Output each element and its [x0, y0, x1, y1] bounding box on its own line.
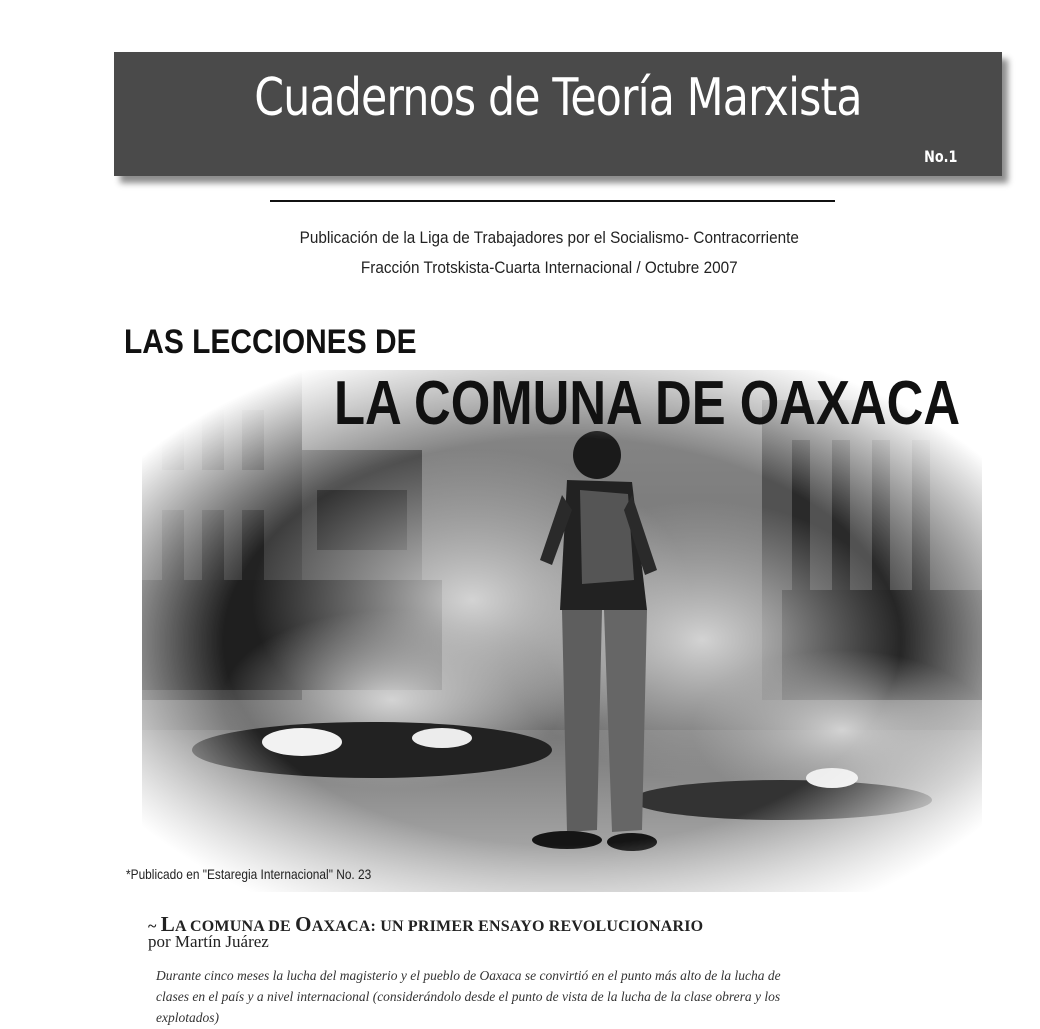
divider-rule: [270, 200, 835, 202]
article-title-prefix: ~: [148, 918, 161, 935]
article-title-cap-1: L: [160, 912, 175, 936]
article-byline: por Martín Juárez: [148, 932, 269, 951]
cover-photo: [142, 370, 982, 892]
publication-info: [52, 223, 988, 283]
article-title-part-1: A COMUNA DE: [174, 918, 296, 935]
publication-title: Cuadernos de Teoría Marxista: [254, 68, 862, 128]
publication-info-line-1: Publicación de la Liga de Trabajadores por el Socialismo- Contracorriente: [299, 228, 799, 247]
headline-line-2: LA COMUNA DE OAXACA: [334, 369, 961, 438]
article-abstract: Durante cinco meses la lucha del magisterio y el pueblo de Oaxaca se convirtió en el punto más alto de la lucha de clases en el país y a nivel internacional (considerándolo desde el punto de vista de la lucha de la clase obrera y los explotados): [156, 968, 781, 1025]
headline-line-1: LAS LECCIONES DE: [124, 323, 417, 361]
issue-number: No.1: [924, 147, 958, 166]
photo-caption: *Publicado en "Estaregia Internacional" No. 23: [126, 866, 372, 882]
publication-info-line-2: Fracción Trotskista-Cuarta Internacional / Octubre 2007: [360, 258, 738, 277]
article-title-part-2: AXACA: UN PRIMER ENSAYO REVOLUCIONARIO: [311, 918, 704, 935]
article-title-cap-2: O: [295, 912, 312, 936]
masthead-banner: [114, 52, 1002, 176]
